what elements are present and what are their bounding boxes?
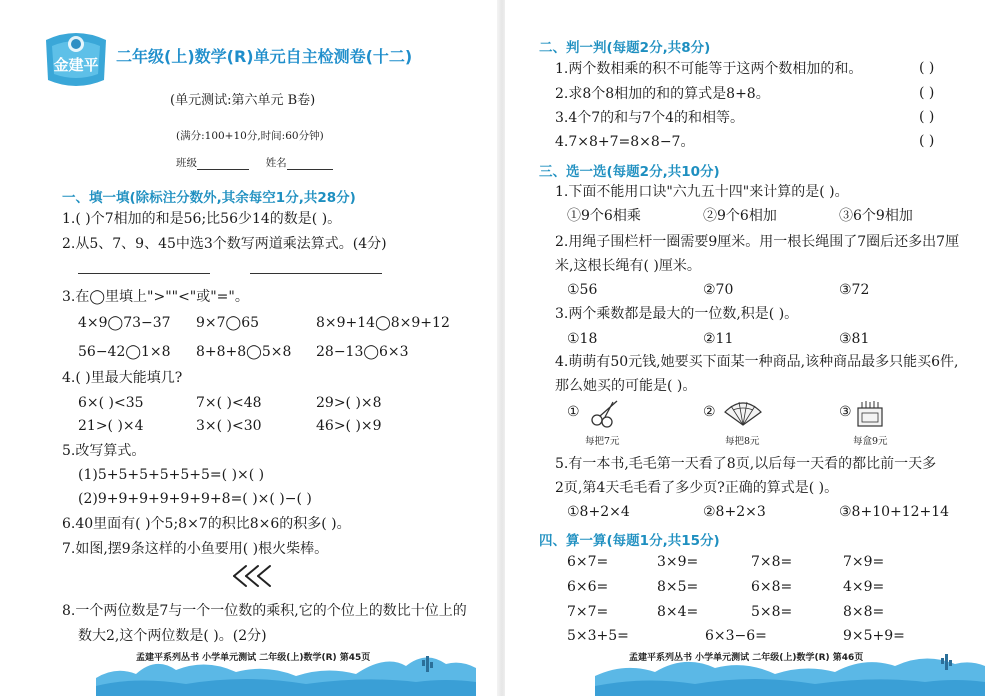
calc-item[interactable]: 7×7= <box>567 604 609 620</box>
question-7: 7.如图,摆9条这样的小鱼要用( )根火柴棒。 <box>62 541 329 557</box>
judge-answer-paren[interactable]: ( ) <box>919 133 935 149</box>
class-blank[interactable] <box>197 169 249 170</box>
question-5: 5.改写算式。 <box>62 443 146 459</box>
footer-text: 孟建平系列丛书 小学单元测试 二年级(上)数学(R) 第46页 <box>629 653 864 663</box>
question-1: 1.( )个7相加的和是56;比56少14的数是( )。 <box>62 211 342 227</box>
calc-item[interactable]: 6×7= <box>567 554 609 570</box>
answer-line-2[interactable] <box>250 273 382 274</box>
matchstick-fish-figure <box>232 563 278 589</box>
judge-item: 2.求8个8相加的和的算式是8+8。 <box>555 86 770 102</box>
q4-item: 21>( )×4 <box>78 418 144 434</box>
choice-option[interactable]: ②8+2×3 <box>703 504 766 520</box>
scissors-icon <box>589 398 623 428</box>
calc-item[interactable]: 8×8= <box>843 604 885 620</box>
question-6: 6.40里面有( )个5;8×7的积比8×6的积多( )。 <box>62 516 351 532</box>
judge-item: 1.两个数相乘的积不可能等于这两个数相加的和。 <box>555 61 863 77</box>
calc-item[interactable]: 8×5= <box>657 579 699 595</box>
question-3: 3.在◯里填上">""<"或"="。 <box>62 289 249 305</box>
judge-item: 4.7×8+7=8×8−7。 <box>555 134 695 150</box>
calc-item[interactable]: 9×5+9= <box>843 628 905 644</box>
choice-option[interactable]: ③72 <box>839 282 870 298</box>
choice-2-line-2: 米,这根长绳有( )厘米。 <box>555 258 701 274</box>
q3-item: 28−13◯6×3 <box>316 344 409 360</box>
question-8-line-2: 数大2,这个两位数是( )。(2分) <box>78 628 267 644</box>
q5-part-1: (1)5+5+5+5+5+5=( )×( ) <box>78 467 265 483</box>
q4-item: 29>( )×8 <box>316 395 382 411</box>
choice-1: 1.下面不能用口诀"六九五十四"来计算的是( )。 <box>555 184 849 200</box>
logo-text: 金建平 <box>53 56 99 74</box>
choice-option[interactable]: ①8+2×4 <box>567 504 630 520</box>
class-field[interactable] <box>176 155 333 170</box>
q3-item: 56−42◯1×8 <box>78 344 171 360</box>
answer-line-1[interactable] <box>78 273 210 274</box>
publisher-logo <box>42 30 110 88</box>
calc-item[interactable]: 5×8= <box>751 604 793 620</box>
choice-3: 3.两个乘数都是最大的一位数,积是( )。 <box>555 306 799 322</box>
calc-item[interactable]: 8×4= <box>657 604 699 620</box>
product-price: 每把7元 <box>585 436 620 447</box>
product-option-mark[interactable]: ② <box>703 404 716 420</box>
q3-item: 8×9+14◯8×9+12 <box>316 315 450 331</box>
q4-item: 3×( )<30 <box>196 418 262 434</box>
calc-item[interactable]: 6×6= <box>567 579 609 595</box>
calc-item[interactable]: 6×8= <box>751 579 793 595</box>
choice-option[interactable]: ②70 <box>703 282 734 298</box>
product-price: 每盒9元 <box>853 436 888 447</box>
choice-5-line-2: 2页,第4天毛毛看了多少页?正确的算式是( )。 <box>555 480 839 496</box>
folding-fan-icon <box>721 398 765 428</box>
calc-item[interactable]: 7×9= <box>843 554 885 570</box>
choice-option[interactable]: ①18 <box>567 331 598 347</box>
choice-2-line-1: 2.用绳子围栏杆一圈需要9厘米。用一根长绳围了7圈后还多出7厘 <box>555 234 960 250</box>
exam-subtitle: (单元测试:第六单元 B卷) <box>170 93 316 108</box>
q4-item: 7×( )<48 <box>196 395 262 411</box>
judge-answer-paren[interactable]: ( ) <box>919 85 935 101</box>
footer-mountains <box>595 636 985 696</box>
product-price: 每把8元 <box>725 436 760 447</box>
choice-option[interactable]: ③6个9相加 <box>839 208 913 224</box>
choice-option[interactable]: ①9个6相乘 <box>567 208 641 224</box>
q4-item: 6×( )<35 <box>78 395 144 411</box>
footer-mountains <box>96 636 476 696</box>
name-blank[interactable] <box>287 169 333 170</box>
q5-part-2: (2)9+9+9+9+9+9+8=( )×( )−( ) <box>78 491 312 507</box>
judge-answer-paren[interactable]: ( ) <box>919 109 935 125</box>
choice-4-line-1: 4.萌萌有50元钱,她要买下面某一种商品,该种商品最多只能买6件, <box>555 354 959 370</box>
choice-option[interactable]: ③81 <box>839 331 870 347</box>
question-8-line-1: 8.一个两位数是7与一个一位数的乘积,它的个位上的数比十位上的 <box>62 603 467 619</box>
exam-meta: (满分:100+10分,时间:60分钟) <box>176 130 324 142</box>
question-2: 2.从5、7、9、45中选3个数写两道乘法算式。(4分) <box>62 236 387 252</box>
footer-text: 孟建平系列丛书 小学单元测试 二年级(上)数学(R) 第45页 <box>136 653 371 663</box>
choice-option[interactable]: ①56 <box>567 282 598 298</box>
q3-item: 9×7◯65 <box>196 315 260 331</box>
choice-option[interactable]: ③8+10+12+14 <box>839 504 950 520</box>
judge-answer-paren[interactable]: ( ) <box>919 60 935 76</box>
name-label: 姓名 <box>265 157 287 169</box>
exam-title: 二年级(上)数学(R)单元自主检测卷(十二) <box>116 47 413 66</box>
product-option-mark[interactable]: ③ <box>839 404 852 420</box>
choice-option[interactable]: ②9个6相加 <box>703 208 777 224</box>
right-page <box>505 0 1000 696</box>
judge-item: 3.4个7的和与7个4的和相等。 <box>555 110 744 126</box>
crayon-box-icon <box>855 398 885 428</box>
choice-option[interactable]: ②11 <box>703 331 734 347</box>
q3-item: 4×9◯73−37 <box>78 315 171 331</box>
calc-item[interactable]: 3×9= <box>657 554 699 570</box>
choice-5-line-1: 5.有一本书,毛毛第一天看了8页,以后每一天看的都比前一天多 <box>555 456 937 472</box>
calc-item[interactable]: 5×3+5= <box>567 628 629 644</box>
class-label: 班级 <box>176 157 197 169</box>
q3-item: 8+8+8◯5×8 <box>196 344 292 360</box>
calc-item[interactable]: 7×8= <box>751 554 793 570</box>
q4-item: 46>( )×9 <box>316 418 382 434</box>
calc-item[interactable]: 6×3−6= <box>705 628 767 644</box>
section-4-header: 四、算一算(每题1分,共15分) <box>539 533 720 549</box>
question-4: 4.( )里最大能填几? <box>62 370 183 386</box>
product-option-mark[interactable]: ① <box>567 404 580 420</box>
section-2-header: 二、判一判(每题2分,共8分) <box>539 40 711 56</box>
calc-item[interactable]: 4×9= <box>843 579 885 595</box>
section-1-header: 一、填一填(除标注分数外,其余每空1分,共28分) <box>62 190 356 206</box>
section-3-header: 三、选一选(每题2分,共10分) <box>539 164 720 180</box>
choice-4-line-2: 那么她买的可能是( )。 <box>555 378 697 394</box>
